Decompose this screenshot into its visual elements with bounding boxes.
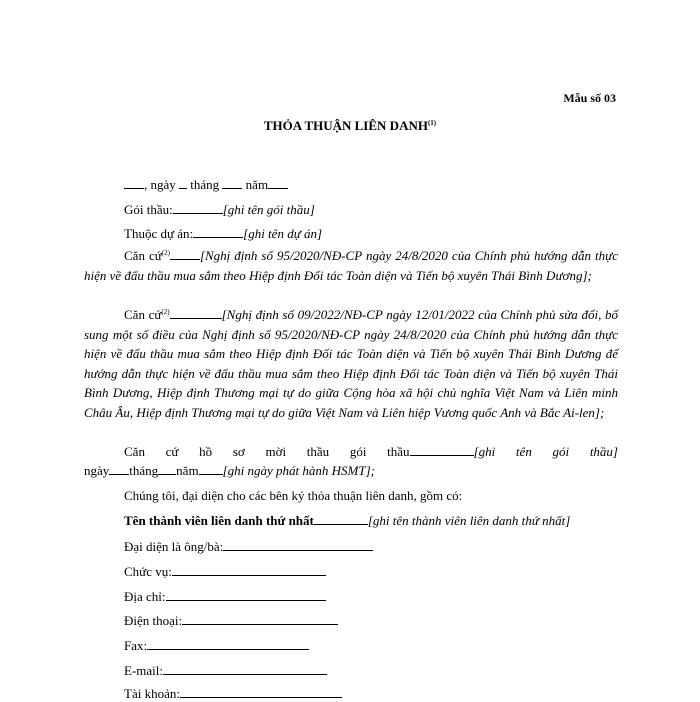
basis3-hint: [ghi tên gói thầu] [473,444,618,459]
field-position-label: Chức vụ: [124,564,172,579]
title-text: THỎA THUẬN LIÊN DANH [263,118,428,133]
field-fax-blank[interactable] [147,637,309,650]
basis1-blank[interactable] [170,247,200,260]
field-position [124,563,326,580]
intro-text: Chúng tôi, đại diện cho các bên ký thỏa thuận liên danh, gồm có: [124,488,463,503]
basis2-label: Căn cứ [124,307,162,322]
field-address-label: Địa chỉ: [124,589,166,604]
basis3-year: năm [176,463,199,478]
blank-month[interactable] [222,176,242,189]
basis2-blank[interactable] [170,306,222,319]
field-account [124,685,342,702]
field-phone-blank[interactable] [182,612,338,625]
date-month-label: tháng [190,177,220,192]
basis-paragraph-3-line2 [84,462,375,479]
project-label: Thuộc dự án: [124,226,194,241]
basis3-month: tháng [129,463,159,478]
project-hint: [ghi tên dự án] [243,226,323,241]
field-address [124,588,326,605]
member1-hint: [ghi tên thành viên liên danh thứ nhất] [367,513,571,528]
basis3-day-blank[interactable] [109,462,129,475]
project-line [124,225,322,242]
member1-label: Tên thành viên liên danh thứ nhất [124,513,314,528]
field-fax [124,637,309,654]
field-representative [124,538,373,555]
basis-paragraph-3-line1 [84,442,618,462]
basis-paragraph-1 [84,246,618,285]
title-footnote: (1) [427,119,437,127]
basis3-day: ngày [84,463,110,478]
document-title [0,118,700,134]
package-label: Gói thầu: [124,202,173,217]
basis3-year-blank[interactable] [199,462,223,475]
field-address-blank[interactable] [166,588,326,601]
date-day-label: , ngày [144,177,176,192]
basis1-label: Căn cứ [124,248,162,263]
basis3-month-blank[interactable] [158,462,176,475]
field-email [124,662,327,679]
field-phone-label: Điện thoại: [124,613,183,628]
basis3-blank[interactable] [410,443,474,456]
form-number: Mẫu số 03 [563,91,616,105]
project-blank[interactable] [193,225,243,238]
date-year-label: năm [245,177,269,192]
field-account-label: Tài khoản: [124,686,180,701]
basis-paragraph-2 [84,305,618,422]
basis3-date-hint: [ghi ngày phát hành HSMT]; [222,463,375,478]
blank-year[interactable] [268,176,288,189]
blank-place[interactable] [124,176,144,189]
field-account-blank[interactable] [180,685,342,698]
basis3-label: Căn cứ hồ sơ mời thầu gói thầu [124,444,410,459]
date-line [124,176,288,193]
field-representative-blank[interactable] [223,538,373,551]
basis2-footnote: (2) [161,308,170,316]
field-fax-label: Fax: [124,638,148,653]
package-hint: [ghi tên gói thầu] [222,202,315,217]
field-representative-label: Đại diện là ông/bà: [124,539,224,554]
member1-blank[interactable] [314,512,368,525]
field-email-label: E-mail: [124,663,163,678]
field-phone [124,612,338,629]
member1-line [124,512,570,529]
package-line [124,201,315,218]
field-email-blank[interactable] [163,662,327,675]
basis1-text: [Nghị định số 95/2020/NĐ-CP ngày 24/8/2020 của Chính phủ hướng dẫn thực hiện về đấu thầu mua sắm theo Hiệp định Đối tác Toàn diện và Tiến bộ xuyên Thái Bình Dương]; [84,248,618,283]
blank-day[interactable] [179,176,187,189]
package-blank[interactable] [173,201,223,214]
basis1-footnote: (2) [161,249,170,257]
basis2-text: [Nghị định số 09/2022/NĐ-CP ngày 12/01/2022 của Chính phủ sửa đổi, bổ sung một số điều của Nghị định số 95/2020/NĐ-CP ngày 24/8/2020 của Chính phủ hướng dẫn thực hiện về đấu thầu mua sắm theo Hiệp định Đối tác Toàn diện và Tiến bộ xuyên Thái Bình Dương để hướng dẫn thực hiện về đấu thầu mua sắm theo Hiệp định Đối tác Toàn diện và Tiến bộ xuyên Thái Bình Dương, Hiệp định Thương mại tự do giữa Cộng hòa xã hội chủ nghĩa Việt Nam và Liên minh Châu Âu, Hiệp định Thương mại tự do giữa Việt Nam và Liên hiệp Vương quốc Anh và Bắc Ai-len]; [84,307,619,420]
field-position-blank[interactable] [172,563,326,576]
